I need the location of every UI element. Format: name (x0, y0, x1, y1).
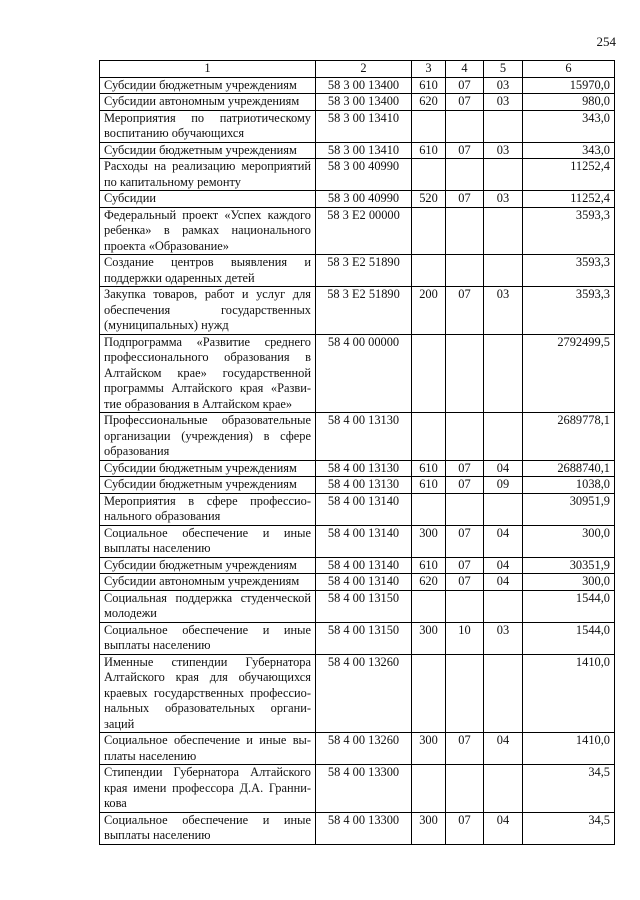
table-row (100, 733, 615, 765)
target-article-code: 58 4 00 13150 (316, 590, 412, 622)
expense-type-code: 300 (412, 525, 446, 557)
expense-type-code: 610 (412, 557, 446, 574)
subsection-code: 03 (484, 622, 523, 654)
amount: 2689778,1 (523, 413, 615, 461)
target-article-code: 58 3 00 13400 (316, 94, 412, 111)
table-row (100, 590, 615, 622)
amount: 343,0 (523, 142, 615, 159)
amount: 980,0 (523, 94, 615, 111)
table-row (100, 287, 615, 335)
amount: 11252,4 (523, 159, 615, 191)
column-header: 3 (412, 61, 446, 78)
expense-type-code (412, 413, 446, 461)
target-article-code: 58 3 E2 51890 (316, 287, 412, 335)
amount: 30351,9 (523, 557, 615, 574)
column-header: 1 (100, 61, 316, 78)
expense-type-code: 610 (412, 77, 446, 94)
target-article-code: 58 4 00 13130 (316, 460, 412, 477)
section-code: 07 (446, 460, 484, 477)
subsection-code: 04 (484, 574, 523, 591)
amount: 15970,0 (523, 77, 615, 94)
row-name: Федеральный проект «Успех каждого ребенка» в рамках национального проекта «Образование» (100, 207, 316, 255)
subsection-code (484, 255, 523, 287)
target-article-code: 58 4 00 13150 (316, 622, 412, 654)
table-row (100, 574, 615, 591)
subsection-code: 03 (484, 191, 523, 208)
table-row (100, 557, 615, 574)
section-code (446, 413, 484, 461)
subsection-code: 04 (484, 733, 523, 765)
row-name: Стипендии Губернатора Алтайского края имени профессора Д.А. Гранни- кова (100, 765, 316, 813)
row-name: Именные стипендии Губернатора Алтайского края для обучающихся краевых государственных профессио- нальных образовательных органи- заций (100, 654, 316, 733)
section-code: 07 (446, 812, 484, 844)
table-row (100, 159, 615, 191)
table-row (100, 493, 615, 525)
subsection-code (484, 590, 523, 622)
amount: 1410,0 (523, 733, 615, 765)
section-code (446, 765, 484, 813)
expense-type-code (412, 110, 446, 142)
section-code: 07 (446, 525, 484, 557)
row-name: Субсидии бюджетным учреждениям (100, 77, 316, 94)
table-row (100, 622, 615, 654)
table-row (100, 77, 615, 94)
subsection-code (484, 654, 523, 733)
subsection-code (484, 207, 523, 255)
section-code: 07 (446, 94, 484, 111)
column-header: 4 (446, 61, 484, 78)
section-code (446, 493, 484, 525)
table-row (100, 94, 615, 111)
expense-type-code (412, 207, 446, 255)
row-name: Субсидии бюджетным учреждениям (100, 142, 316, 159)
subsection-code (484, 334, 523, 413)
target-article-code: 58 3 00 40990 (316, 159, 412, 191)
subsection-code: 04 (484, 557, 523, 574)
section-code: 07 (446, 574, 484, 591)
subsection-code: 04 (484, 460, 523, 477)
table-row (100, 207, 615, 255)
table-row (100, 765, 615, 813)
row-name: Субсидии автономным учреждениям (100, 94, 316, 111)
table-row (100, 110, 615, 142)
section-code: 07 (446, 477, 484, 494)
row-name: Закупка товаров, работ и услуг для обеспечения государственных (муниципальных) нужд (100, 287, 316, 335)
row-name: Подпрограмма «Развитие среднего профессионального образования в Алтайском крае» государственной программы Алтайского края «Разви- тие образования в Алтайском крае» (100, 334, 316, 413)
target-article-code: 58 3 00 13410 (316, 142, 412, 159)
row-name: Социальная поддержка студенческой молодежи (100, 590, 316, 622)
section-code (446, 590, 484, 622)
target-article-code: 58 4 00 13140 (316, 557, 412, 574)
subsection-code: 04 (484, 812, 523, 844)
target-article-code: 58 4 00 13140 (316, 493, 412, 525)
amount: 300,0 (523, 525, 615, 557)
section-code: 10 (446, 622, 484, 654)
target-article-code: 58 3 00 13410 (316, 110, 412, 142)
target-article-code: 58 4 00 13260 (316, 654, 412, 733)
subsection-code: 03 (484, 287, 523, 335)
amount: 30951,9 (523, 493, 615, 525)
section-code: 07 (446, 287, 484, 335)
subsection-code: 03 (484, 94, 523, 111)
expense-type-code (412, 765, 446, 813)
amount: 3593,3 (523, 207, 615, 255)
target-article-code: 58 3 00 13400 (316, 77, 412, 94)
budget-table-body (100, 61, 615, 845)
row-name: Социальное обеспечение и иные выплаты населению (100, 525, 316, 557)
amount: 34,5 (523, 765, 615, 813)
row-name: Социальное обеспечение и иные выплаты населению (100, 622, 316, 654)
section-code (446, 334, 484, 413)
target-article-code: 58 4 00 13140 (316, 574, 412, 591)
expense-type-code: 610 (412, 477, 446, 494)
target-article-code: 58 4 00 13140 (316, 525, 412, 557)
subsection-code (484, 159, 523, 191)
subsection-code (484, 765, 523, 813)
table-row (100, 525, 615, 557)
amount: 3593,3 (523, 255, 615, 287)
target-article-code: 58 3 E2 51890 (316, 255, 412, 287)
target-article-code: 58 3 00 40990 (316, 191, 412, 208)
amount: 1544,0 (523, 590, 615, 622)
expense-type-code (412, 255, 446, 287)
section-code: 07 (446, 733, 484, 765)
expense-type-code: 300 (412, 812, 446, 844)
table-row (100, 142, 615, 159)
amount: 2688740,1 (523, 460, 615, 477)
expense-type-code (412, 654, 446, 733)
amount: 2792499,5 (523, 334, 615, 413)
target-article-code: 58 4 00 13130 (316, 413, 412, 461)
amount: 34,5 (523, 812, 615, 844)
budget-table (99, 60, 615, 845)
amount: 1544,0 (523, 622, 615, 654)
row-name: Создание центров выявления и поддержки одаренных детей (100, 255, 316, 287)
amount: 3593,3 (523, 287, 615, 335)
expense-type-code (412, 493, 446, 525)
page-number: 254 (596, 34, 616, 49)
row-name: Мероприятия в сфере профессио- нального образования (100, 493, 316, 525)
subsection-code (484, 413, 523, 461)
subsection-code: 09 (484, 477, 523, 494)
target-article-code: 58 4 00 13260 (316, 733, 412, 765)
amount: 11252,4 (523, 191, 615, 208)
expense-type-code: 620 (412, 94, 446, 111)
expense-type-code (412, 334, 446, 413)
expense-type-code: 520 (412, 191, 446, 208)
subsection-code: 04 (484, 525, 523, 557)
subsection-code: 03 (484, 77, 523, 94)
table-row (100, 654, 615, 733)
amount: 343,0 (523, 110, 615, 142)
table-row (100, 334, 615, 413)
expense-type-code (412, 590, 446, 622)
section-code (446, 110, 484, 142)
table-row (100, 460, 615, 477)
row-name: Субсидии бюджетным учреждениям (100, 557, 316, 574)
target-article-code: 58 4 00 13300 (316, 765, 412, 813)
target-article-code: 58 3 E2 00000 (316, 207, 412, 255)
section-code (446, 207, 484, 255)
subsection-code: 03 (484, 142, 523, 159)
expense-type-code: 610 (412, 142, 446, 159)
column-header: 5 (484, 61, 523, 78)
row-name: Субсидии бюджетным учреждениям (100, 460, 316, 477)
section-code (446, 159, 484, 191)
subsection-code (484, 493, 523, 525)
expense-type-code (412, 159, 446, 191)
row-name: Субсидии бюджетным учреждениям (100, 477, 316, 494)
table-row (100, 191, 615, 208)
row-name: Профессиональные образовательные организации (учреждения) в сфере образования (100, 413, 316, 461)
section-code: 07 (446, 77, 484, 94)
section-code: 07 (446, 191, 484, 208)
row-name: Мероприятия по патриотическому воспитанию обучающихся (100, 110, 316, 142)
section-code: 07 (446, 142, 484, 159)
row-name: Субсидии автономным учреждениям (100, 574, 316, 591)
row-name: Субсидии (100, 191, 316, 208)
target-article-code: 58 4 00 00000 (316, 334, 412, 413)
table-header-row (100, 61, 615, 78)
section-code (446, 255, 484, 287)
expense-type-code: 300 (412, 733, 446, 765)
amount: 1410,0 (523, 654, 615, 733)
expense-type-code: 620 (412, 574, 446, 591)
row-name: Социальное обеспечение и иные вы- платы населению (100, 733, 316, 765)
amount: 1038,0 (523, 477, 615, 494)
column-header: 6 (523, 61, 615, 78)
table-row (100, 413, 615, 461)
row-name: Социальное обеспечение и иные выплаты населению (100, 812, 316, 844)
section-code: 07 (446, 557, 484, 574)
expense-type-code: 200 (412, 287, 446, 335)
section-code (446, 654, 484, 733)
subsection-code (484, 110, 523, 142)
column-header: 2 (316, 61, 412, 78)
expense-type-code: 300 (412, 622, 446, 654)
target-article-code: 58 4 00 13130 (316, 477, 412, 494)
target-article-code: 58 4 00 13300 (316, 812, 412, 844)
table-row (100, 477, 615, 494)
table-row (100, 812, 615, 844)
table-row (100, 255, 615, 287)
amount: 300,0 (523, 574, 615, 591)
row-name: Расходы на реализацию мероприятий по капитальному ремонту (100, 159, 316, 191)
expense-type-code: 610 (412, 460, 446, 477)
